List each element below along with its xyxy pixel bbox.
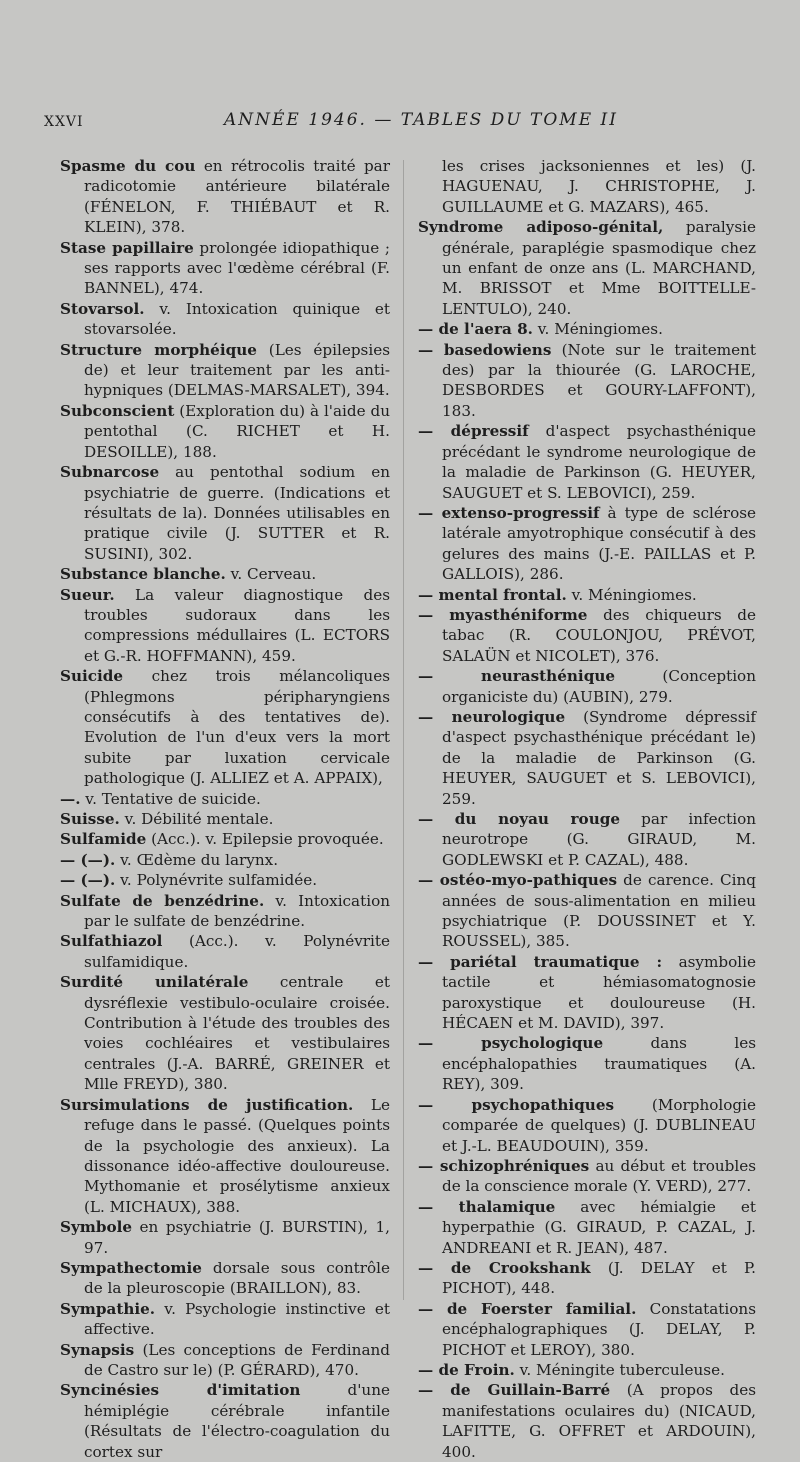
- entry-heading: Stase papillaire: [60, 238, 194, 257]
- page-number: XXVI: [44, 114, 84, 130]
- entry-text: v. Méningiomes.: [566, 585, 697, 604]
- index-entry: [60, 809, 390, 829]
- entry-heading: — du noyau rouge: [418, 810, 621, 828]
- entry-heading: Surdité unilatérale: [60, 973, 249, 992]
- entry-heading: Symbole: [60, 1218, 133, 1237]
- index-entry: [60, 1380, 390, 1462]
- entry-text: chez trois mélancoliques (Phlegmons péripharyngiens consécutifs à des tentatives de). Evolution de l'un d'eux vers la mort subite par luxation cervicale pathologique (J. ALLIEZ et A. APPAIX),: [84, 667, 390, 788]
- index-entry: [60, 156, 390, 238]
- entry-heading: Syncinésies d'imitation: [60, 1381, 301, 1400]
- column-divider: [403, 160, 404, 1300]
- entry-text: des chiqueurs de tabac (R. COULONJOU, PRÉVOT, SALAÜN et NICOLET), 376.: [442, 605, 756, 665]
- index-entry: [60, 462, 390, 564]
- index-entry: [418, 319, 756, 339]
- entry-text: les crises jacksoniennes et les) (J. HAGUENAU, J. CHRISTOPHE, J. GUILLAUME et G. MAZARS), 465.: [442, 157, 756, 216]
- entry-text: en rétrocolis traité par radicotomie antérieure bilatérale (FÉNELON, F. THIÉBAUT et R. KLEIN), 378.: [84, 157, 390, 237]
- entry-heading: — mental frontal.: [418, 585, 567, 604]
- index-entry: [60, 972, 390, 1094]
- entry-text: dans les encéphalopathies traumatiques (A. REY), 309.: [442, 1034, 756, 1094]
- right-column: [418, 156, 756, 1462]
- entry-text: (Les conceptions de Ferdinand de Castro sur le) (P. GÉRARD), 470.: [84, 1340, 390, 1379]
- entry-heading: —.: [60, 789, 81, 808]
- entry-heading: Sursimulations de justification.: [60, 1095, 354, 1114]
- entry-heading: — psychologique: [418, 1034, 604, 1053]
- index-entry: [418, 1033, 756, 1094]
- entry-text: Constatations encéphalographiques (J. DELAY, P. PICHOT et LEROY), 380.: [442, 1299, 756, 1359]
- entry-heading: — (—).: [60, 871, 116, 890]
- entry-text: dorsale sous contrôle de la pleuroscopie (BRAILLON), 83.: [84, 1258, 390, 1298]
- entry-text: au pentothal sodium en psychiatrie de guerre. (Indications et résultats de la). Données utilisables en pratique civile (J. SUTTER et R. SUSINI), 302.: [84, 463, 390, 563]
- entry-heading: Suisse.: [60, 810, 120, 828]
- index-entry: [60, 1299, 390, 1340]
- left-column: [60, 156, 390, 1462]
- entry-heading: Sueur.: [60, 585, 115, 604]
- running-title: ANNÉE 1946. — TABLES DU TOME II: [224, 110, 618, 130]
- index-entry: [418, 707, 756, 809]
- index-entry: [418, 1360, 756, 1380]
- entry-text: (A propos des manifestations oculaires du) (NICAUD, LAFITTE, G. OFFRET et ARDOUIN), 400.: [442, 1381, 756, 1461]
- entry-heading: Structure morphéique: [60, 340, 257, 359]
- entry-text: à type de sclérose latérale amyotrophique consécutif à des gelures des mains (J.-E. PAILLAS et P. GALLOIS), 286.: [442, 503, 756, 584]
- entry-text: v. Tentative de suicide.: [80, 789, 261, 808]
- entry-heading: Sympathectomie: [60, 1258, 202, 1277]
- index-entry: [60, 870, 390, 890]
- entry-heading: Substance blanche.: [60, 565, 226, 584]
- entry-heading: Sulfathiazol: [60, 932, 163, 951]
- entry-text: avec hémialgie et hyperpathie (G. GIRAUD, P. CAZAL, J. ANDREANI et R. JEAN), 487.: [442, 1197, 756, 1257]
- index-entry: [418, 952, 756, 1034]
- entry-heading: — ostéo-myo-pathiques: [418, 871, 618, 890]
- index-entry: [418, 1095, 756, 1156]
- entry-text: v. Méningiomes.: [532, 320, 663, 339]
- entry-text: v. Méningite tuberculeuse.: [514, 1360, 725, 1379]
- entry-text: (Acc.). v. Polynévrite sulfamidique.: [84, 932, 390, 971]
- index-entry: [60, 666, 390, 788]
- index-entry: [60, 1217, 390, 1258]
- index-entry: [60, 1095, 390, 1217]
- index-entry: [418, 1258, 756, 1299]
- index-entry: [418, 1380, 756, 1462]
- entry-text: (Note sur le traitement des) par la thiourée (G. LAROCHE, DESBORDES et GOURY-LAFFONT), 183.: [442, 340, 756, 420]
- index-entry: [60, 1340, 390, 1381]
- entry-text: (Conception organiciste du) (AUBIN), 279.: [442, 667, 756, 706]
- index-entry: [418, 1197, 756, 1258]
- entry-heading: Stovarsol.: [60, 299, 145, 318]
- entry-text: v. Psychologie instinctive et affective.: [84, 1299, 390, 1339]
- entry-text: (J. DELAY et P. PICHOT), 448.: [442, 1258, 756, 1298]
- entry-heading: — neurasthénique: [418, 667, 616, 686]
- entry-text: (Syndrome dépressif d'aspect psychasthénique précédant le) de la maladie de Parkinson (G. HEUYER, SAUGUET et S. LEBOVICI), 259.: [442, 707, 756, 808]
- entry-heading: Synapsis: [60, 1340, 135, 1359]
- entry-heading: Syndrome adiposo-génital,: [418, 218, 664, 237]
- entry-heading: — de Crookshank: [418, 1258, 591, 1277]
- entry-heading: — pariétal traumatique :: [418, 952, 663, 971]
- entry-text: prolongée idiopathique ; ses rapports avec l'œdème cérébral (F. BANNEL), 474.: [84, 238, 390, 298]
- entry-heading: — thalamique: [418, 1197, 556, 1216]
- index-entry: [418, 605, 756, 666]
- index-entry: [418, 503, 756, 585]
- entry-heading: — extenso-progressif: [418, 503, 600, 522]
- entry-heading: — (—).: [60, 850, 116, 869]
- entry-heading: — de Foerster familial.: [418, 1299, 637, 1318]
- index-entry: [60, 850, 390, 870]
- index-entry: [418, 217, 756, 319]
- entry-text: v. Intoxication par le sulfate de benzédrine.: [84, 891, 390, 931]
- index-entry: [60, 789, 390, 809]
- entry-heading: — neurologique: [418, 707, 566, 726]
- entry-text: v. Débilité mentale.: [119, 810, 274, 828]
- entry-text: d'aspect psychasthénique précédant le syndrome neurologique de la maladie de Parkinson (G. HEUYER, SAUGUET et S. LEBOVICI), 259.: [442, 422, 756, 502]
- index-entry: [418, 809, 756, 870]
- entry-heading: — de Froin.: [418, 1360, 515, 1379]
- entry-heading: Sympathie.: [60, 1299, 156, 1318]
- entry-text: La valeur diagnostique des troubles sudoraux dans les compressions médullaires (L. ECTORS et G.-R. HOFFMANN), 459.: [84, 585, 390, 665]
- entry-heading: — schizophréniques: [418, 1156, 590, 1175]
- index-entry: [418, 585, 756, 605]
- index-entry: [60, 299, 390, 340]
- index-entry: [60, 401, 390, 462]
- entry-text: Le refuge dans le passé. (Quelques points de la psychologie des anxieux). La dissonance idéo-affective douloureuse. Mythomanie et prosélytisme anxieux (L. MICHAUX), 388.: [84, 1095, 390, 1216]
- entry-text: v. Œdème du larynx.: [115, 850, 279, 869]
- entry-text: asymbolie tactile et hémiasomatognosie paroxystique et douloureuse (H. HÉCAEN et M. DAVID), 397.: [442, 952, 756, 1033]
- index-entry: [418, 1156, 756, 1197]
- entry-heading: Sulfate de benzédrine.: [60, 891, 265, 910]
- entry-heading: Subconscient: [60, 401, 175, 420]
- index-entry: [60, 238, 390, 299]
- entry-text: en psychiatrie (J. BURSTIN), 1, 97.: [84, 1218, 390, 1257]
- entry-text: v. Cerveau.: [225, 565, 317, 584]
- entry-text: (Acc.). v. Epilepsie provoquée.: [146, 830, 384, 849]
- index-entry: [60, 891, 390, 932]
- entry-text: par infection neurotrope (G. GIRAUD, M. GODLEWSKI et P. CAZAL), 488.: [442, 810, 756, 869]
- entry-text: v. Polynévrite sulfamidée.: [115, 871, 318, 890]
- index-entry: [418, 870, 756, 952]
- entry-heading: Spasme du cou: [60, 157, 196, 175]
- entry-heading: Suicide: [60, 667, 124, 686]
- entry-text: (Exploration du) à l'aide du pentothal (C. RICHET et H. DESOILLE), 188.: [84, 401, 390, 461]
- index-entry: [418, 340, 756, 422]
- entry-heading: — dépressif: [418, 422, 529, 441]
- index-entry: [60, 1258, 390, 1299]
- index-entry: [60, 585, 390, 667]
- entry-heading: — de l'aera 8.: [418, 320, 533, 339]
- entry-text: centrale et dysréflexie vestibulo-oculaire croisée. Contribution à l'étude des troubles des voies cochléaires et vestibulaires centrales (J.-A. BARRÉ, GREINER et Mlle FREYD), 380.: [84, 973, 390, 1094]
- index-entry: [60, 340, 390, 401]
- index-entry: [60, 829, 390, 849]
- entry-text: au début et troubles de la conscience morale (Y. VERD), 277.: [442, 1156, 756, 1196]
- index-entry: [418, 421, 756, 503]
- entry-heading: — basedowiens: [418, 340, 552, 359]
- index-entry: [418, 666, 756, 707]
- index-entry: [60, 564, 390, 584]
- entry-text: v. Intoxication quinique et stovarsolée.: [84, 299, 390, 339]
- entry-text: d'une hémiplégie cérébrale infantile (Résultats de l'électro-coagulation du cortex sur: [84, 1381, 390, 1461]
- entry-heading: Sulfamide: [60, 830, 147, 849]
- entry-heading: Subnarcose: [60, 463, 160, 482]
- entry-text: de carence. Cinq années de sous-alimentation en milieu psychiatrique (P. DOUSSINET et Y. ROUSSEL), 385.: [442, 871, 756, 951]
- entry-heading: — myasthéniforme: [418, 605, 588, 624]
- index-entry: [418, 156, 756, 217]
- index-entry: [418, 1299, 756, 1360]
- page-header: [0, 110, 800, 138]
- entry-text: (Les épilepsies de) et leur traitement par les anti-hypniques (DELMAS-MARSALET), 394.: [84, 340, 390, 400]
- entry-text: paralysie générale, paraplégie spasmodique chez un enfant de onze ans (L. MARCHAND, M. BRISSOT et Mme BOITTELLE-LENTULO), 240.: [442, 218, 757, 318]
- entry-heading: — de Guillain-Barré: [418, 1381, 611, 1400]
- entry-heading: — psychopathiques: [418, 1095, 615, 1114]
- index-entry: [60, 931, 390, 972]
- entry-text: (Morphologie comparée de quelques) (J. DUBLINEAU et J.-L. BEAUDOUIN), 359.: [442, 1095, 756, 1155]
